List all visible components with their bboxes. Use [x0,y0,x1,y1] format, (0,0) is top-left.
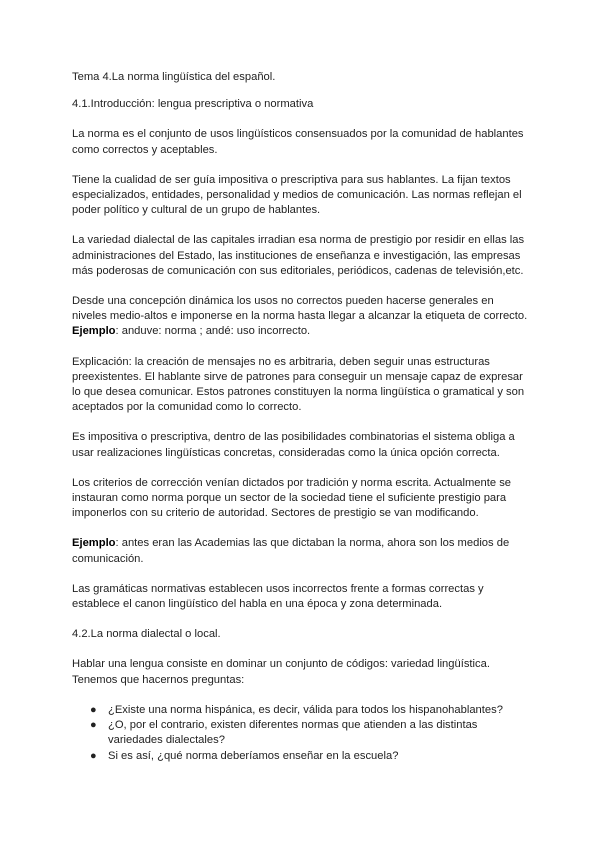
paragraph-explanation: Explicación: la creación de mensajes no es arbitraria, deben seguir unas estructuras preexistentes. El hablante sirve de patrones para conseguir un mensaje capaz de expresar lo que desea comunicar. Estos patrones constituyen la norma lingüística o gramatical y son aceptados por la comunidad como lo correcto. [72,355,525,414]
example-text: : anduve: norma ; andé: uso incorrecto. [115,325,311,338]
paragraph-definition: La norma es el conjunto de usos lingüísticos consensuados por la comunidad de hablantes como correctos y aceptables. [72,128,524,156]
paragraph-speaking: Hablar una lengua consiste en dominar un conjunto de códigos: variedad lingüística. Tenemos que hacernos preguntas: [72,658,490,686]
paragraph-impositive: Es impositiva o prescriptiva, dentro de las posibilidades combinatorias el sistema obliga a usar realizaciones lingüísticas concretas, consideradas como la única opción correcta. [72,431,515,459]
section-heading-4-1: 4.1.Introducción: lengua prescriptiva o normativa [72,98,314,111]
paragraph-criteria: Los criterios de corrección venían dictados por tradición y norma escrita. Actualmente se instauran como norma porque un sector de la sociedad tiene el suficiente prestigio para imponerlos con su criterio de autoridad. Sectores de prestigio se van modificando. [72,476,512,520]
example-label: Ejemplo [72,537,116,550]
example-text: : antes eran las Academias las que dictaban la norma, ahora son los medios de comunicación. [72,537,510,565]
paragraph-dynamic-text: Desde una concepción dinámica los usos no correctos pueden hacerse generales en niveles medio-altos e imponerse en la norma hasta llegar a alcanzar la etiqueta de correcto. [72,295,528,323]
paragraph-dialectal-variety: La variedad dialectal de las capitales irradian esa norma de prestigio por residir en ellas las administraciones del Estado, las instituciones de enseñanza e investigación, las empresas más poderosas de comunicación con sus editoriales, periódicos, cadenas de televisión,etc. [72,234,525,277]
questions-list [72,703,528,764]
paragraph-quality: Tiene la cualidad de ser guía impositiva o prescriptiva para sus hablantes. La fijan textos especializados, entidades, personalidad y medios de comunicación. Las normas reflejan el poder político y cultural de un grupo de hablantes. [72,173,522,217]
list-item [90,718,528,748]
example-label: Ejemplo [72,325,116,338]
document-title: Tema 4.La norma lingüística del español. [72,71,276,83]
section-heading-4-2: 4.2.La norma dialectal o local. [72,628,221,641]
paragraph-grammars: Las gramáticas normativas establecen usos incorrectos frente a formas correctas y establece el canon lingüístico del habla en una época y zona determinada. [72,582,484,611]
list-item [90,749,528,764]
paragraph-dynamic-conception [72,294,528,340]
document-body [72,70,528,764]
bullet-icon: ● [90,703,97,716]
paragraph-example-academies [72,536,528,566]
list-item-text: ¿Existe una norma hispánica, es decir, válida para todos los hispanohablantes? [108,703,503,716]
bullet-icon: ● [90,749,97,762]
bullet-icon: ● [90,719,97,732]
list-item [90,703,528,718]
list-item-text: Si es así, ¿qué norma deberíamos enseñar en la escuela? [108,749,399,762]
list-item-text: ¿O, por el contrario, existen diferentes normas que atienden a las distintas variedades dialectales? [108,719,478,747]
